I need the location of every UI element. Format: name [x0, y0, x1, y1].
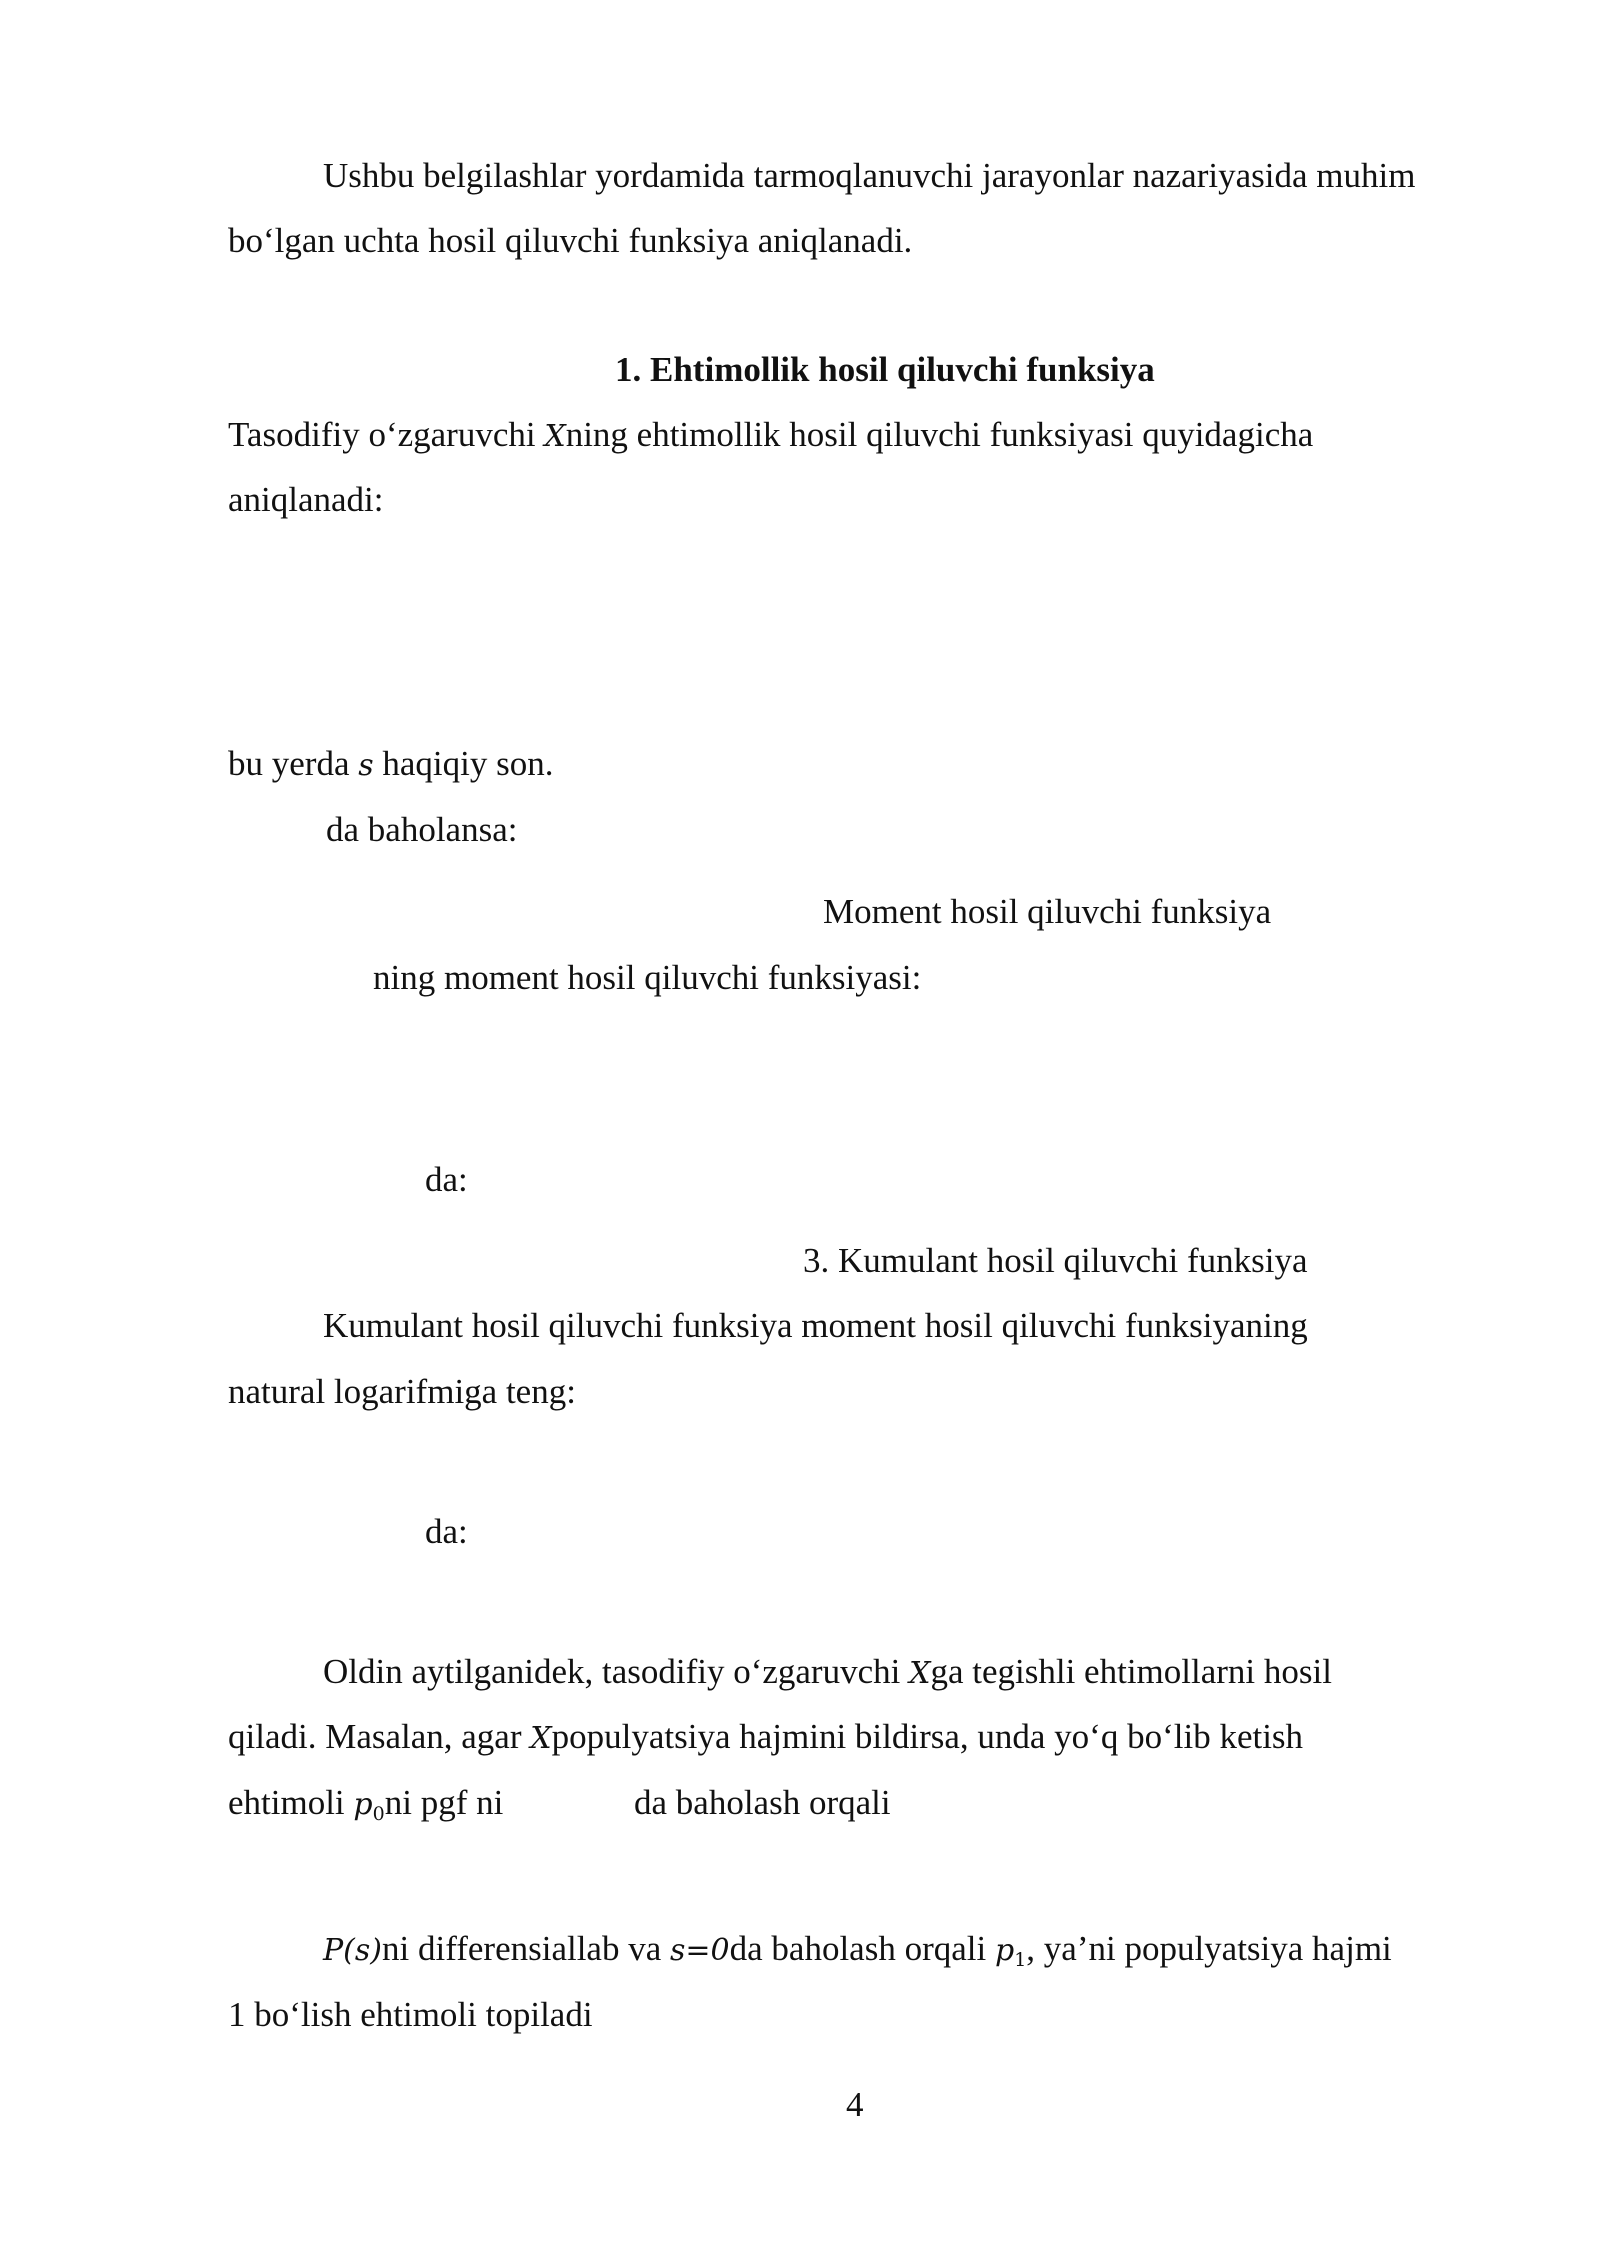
math-variable: X	[544, 419, 566, 454]
math-subscript: 1	[1014, 1949, 1027, 1971]
paragraph-line	[228, 1715, 1303, 1761]
section-heading: 1. Ehtimollik hosil qiluvchi funksiya	[615, 350, 1155, 389]
text-fragment: ni differensiallab va	[382, 1929, 670, 1968]
section-heading: 3. Kumulant hosil qiluvchi funksiya	[803, 1241, 1308, 1280]
paragraph-line: 1 bo‘lish ehtimoli topiladi	[228, 1995, 593, 2034]
math-expression: s=0	[670, 1933, 730, 1968]
text-fragment: , ya’ni populyatsiya hajmi	[1026, 1929, 1392, 1968]
paragraph-line: ning moment hosil qiluvchi funksiyasi:	[373, 958, 922, 997]
text-fragment: bu yerda	[228, 744, 359, 783]
text-fragment: qiladi. Masalan, agar	[228, 1717, 531, 1756]
text-fragment: haqiqiy son.	[373, 744, 554, 783]
paragraph-line: da baholash orqali	[634, 1783, 891, 1822]
text-fragment: ni pgf ni	[384, 1783, 504, 1822]
paragraph-line: Kumulant hosil qiluvchi funksiya moment hosil qiluvchi funksiyaning	[323, 1306, 1308, 1345]
text-fragment: Oldin aytilganidek, tasodifiy o‘zgaruvchi	[323, 1652, 910, 1691]
paragraph-line: da baholansa:	[326, 810, 518, 849]
math-subscript: 0	[372, 1803, 385, 1825]
paragraph-line: da:	[425, 1160, 468, 1199]
page-number: 4	[846, 2085, 864, 2124]
text-fragment: Tasodifiy o‘zgaruvchi	[228, 415, 545, 454]
math-variable: p	[353, 1787, 373, 1822]
paragraph-line	[323, 1927, 1392, 1982]
paragraph-line: bo‘lgan uchta hosil qiluvchi funksiya aniqlanadi.	[228, 221, 913, 260]
paragraph-line	[228, 413, 1313, 459]
paragraph-line	[323, 1650, 1332, 1696]
math-variable: s	[358, 748, 374, 783]
paragraph-line: natural logarifmiga teng:	[228, 1372, 576, 1411]
math-variable: X	[530, 1721, 552, 1756]
text-fragment: ga tegishli ehtimollarni hosil	[930, 1652, 1332, 1691]
math-variable: X	[909, 1656, 931, 1691]
text-fragment: ehtimoli	[228, 1783, 354, 1822]
math-variable: p	[994, 1933, 1015, 1968]
text-fragment: populyatsiya hajmini bildirsa, unda yo‘q bo‘lib ketish	[551, 1717, 1304, 1756]
text-fragment: ning ehtimollik hosil qiluvchi funksiyasi quyidagicha	[565, 415, 1314, 454]
paragraph-line: aniqlanadi:	[228, 480, 384, 519]
paragraph-line: da:	[425, 1512, 468, 1551]
text-fragment: da baholash orqali	[729, 1929, 995, 1968]
paragraph-line	[228, 742, 554, 788]
section-heading: Moment hosil qiluvchi funksiya	[823, 892, 1272, 931]
paragraph-line	[228, 1781, 503, 1836]
math-expression: P(s)	[323, 1933, 382, 1968]
paragraph-line: Ushbu belgilashlar yordamida tarmoqlanuvchi jarayonlar nazariyasida muhim	[323, 156, 1416, 195]
